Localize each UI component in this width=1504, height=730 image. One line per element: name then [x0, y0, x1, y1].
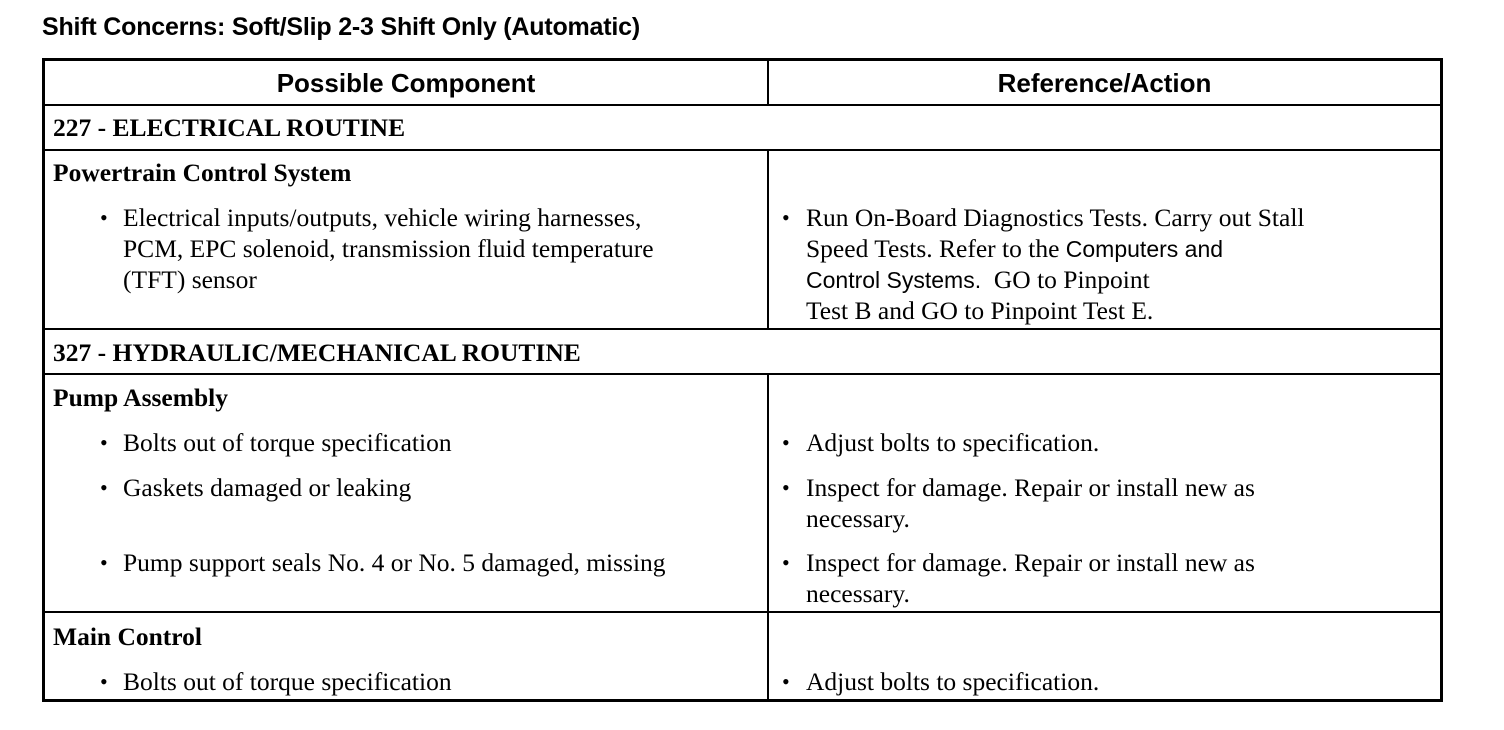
bullet-icon: •: [100, 475, 108, 500]
bullet-icon: •: [100, 669, 108, 694]
action-text: Adjust bolts to specification.: [806, 428, 1100, 457]
divider: [45, 373, 1440, 375]
action-text: Test B and GO to Pinpoint Test E.: [806, 296, 1154, 325]
routine-heading: 327 - HYDRAULIC/MECHANICAL ROUTINE: [53, 338, 581, 367]
divider: [45, 104, 1440, 106]
group-heading: Powertrain Control System: [53, 158, 352, 187]
bullet-icon: •: [782, 205, 790, 230]
group-heading: Main Control: [53, 622, 202, 651]
shift-concerns-table: [42, 58, 1443, 702]
column-divider: [767, 61, 769, 104]
action-text: Adjust bolts to specification.: [806, 667, 1100, 696]
column-divider: [767, 149, 769, 328]
component-text: Bolts out of torque specification: [123, 667, 452, 696]
divider: [45, 149, 1440, 151]
bullet-icon: •: [100, 205, 108, 230]
group-heading: Pump Assembly: [53, 383, 228, 412]
bullet-icon: •: [782, 430, 790, 455]
page-title: Shift Concerns: Soft/Slip 2-3 Shift Only (Automatic): [42, 13, 640, 41]
action-text: necessary.: [806, 504, 910, 533]
action-text: necessary.: [806, 579, 910, 608]
component-text: Bolts out of torque specification: [123, 428, 452, 457]
reference-link[interactable]: Computers and: [1065, 236, 1224, 262]
bullet-icon: •: [782, 550, 790, 575]
component-text: Electrical inputs/outputs, vehicle wiring harnesses,: [123, 203, 642, 232]
reference-link[interactable]: Control Systems.: [806, 267, 982, 293]
action-text: [806, 233, 1223, 265]
action-text-part: Speed Tests. Refer to the: [806, 234, 1060, 263]
bullet-icon: •: [100, 550, 108, 575]
action-text: [806, 264, 1150, 296]
header-reference-action: Reference/Action: [997, 68, 1212, 98]
routine-heading: 227 - ELECTRICAL ROUTINE: [53, 113, 406, 142]
divider: [45, 611, 1440, 613]
action-text: Inspect for damage. Repair or install new as: [806, 473, 1255, 502]
header-possible-component: Possible Component: [276, 68, 536, 98]
bullet-icon: •: [782, 669, 790, 694]
action-text: Run On-Board Diagnostics Tests. Carry out Stall: [806, 203, 1305, 232]
component-text: PCM, EPC solenoid, transmission fluid temperature: [123, 234, 654, 263]
bullet-icon: •: [782, 475, 790, 500]
component-text: Gaskets damaged or leaking: [123, 473, 412, 502]
component-text: Pump support seals No. 4 or No. 5 damaged, missing: [123, 548, 666, 577]
component-text: (TFT) sensor: [123, 265, 257, 294]
column-divider: [767, 373, 769, 702]
action-text-part: GO to Pinpoint: [993, 265, 1150, 294]
action-text: Inspect for damage. Repair or install new as: [806, 548, 1255, 577]
bullet-icon: •: [100, 430, 108, 455]
divider: [45, 328, 1440, 330]
